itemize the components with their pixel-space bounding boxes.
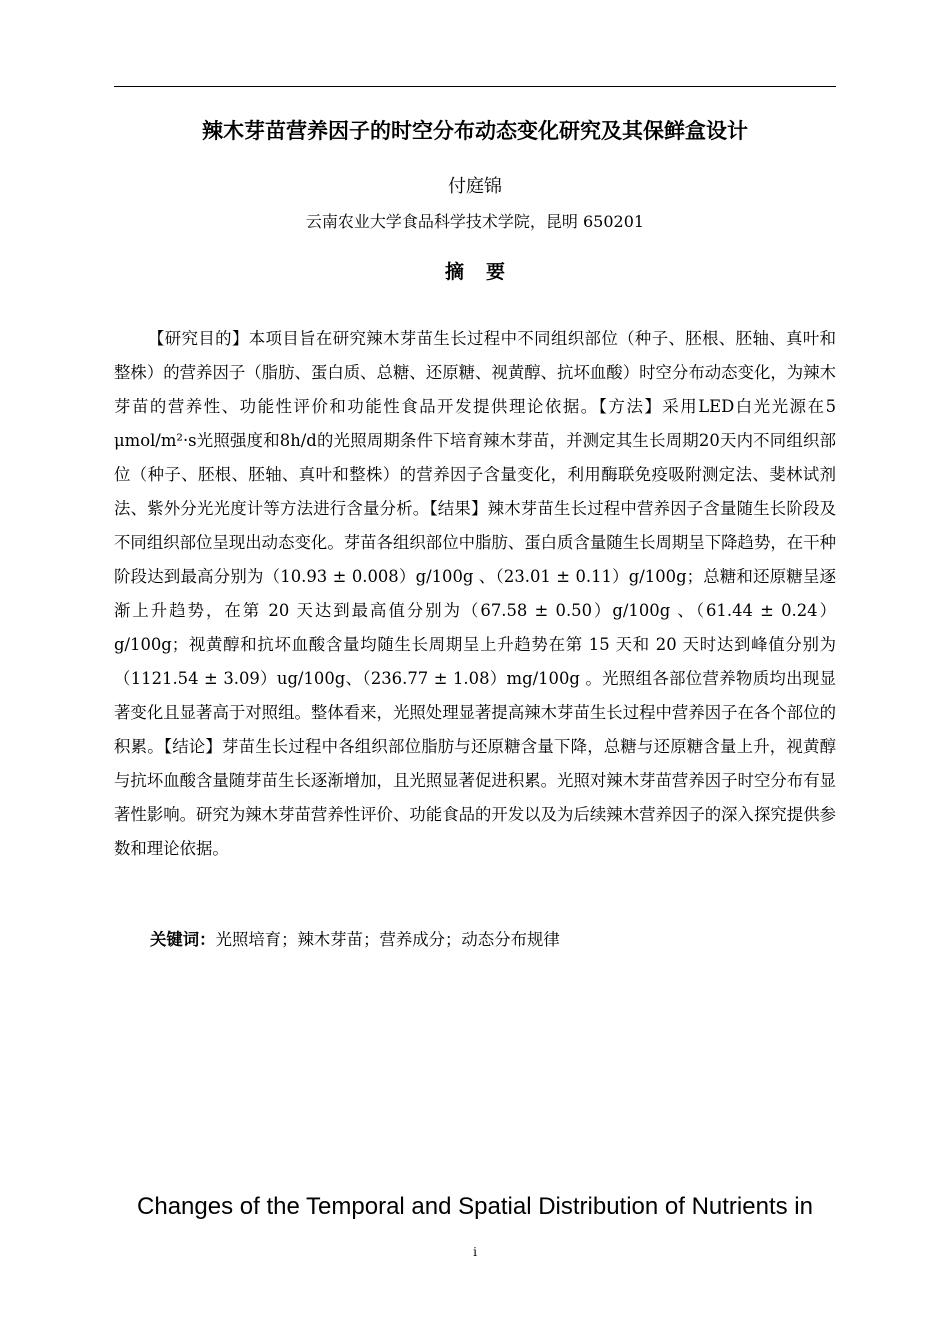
page-number: i [473,1245,477,1259]
keywords-label: 关键词： [150,930,216,949]
author-affiliation: 云南农业大学食品科学技术学院，昆明 650201 [305,212,645,231]
author-name: 付庭锦 [448,176,502,197]
english-title: Changes of the Temporal and Spatial Distribution of Nutrients in [137,1193,813,1220]
keywords-line [150,926,560,954]
abstract-heading: 摘要 [444,261,527,283]
keywords-list: 光照培育；辣木芽苗；营养成分；动态分布规律 [215,930,560,949]
paper-title: 辣木芽苗营养因子的时空分布动态变化研究及其保鲜盒设计 [202,119,748,143]
abstract-body: 【研究目的】本项目旨在研究辣木芽苗生长过程中不同组织部位（种子、胚根、胚轴、真叶和整株）的营养因子（脂肪、蛋白质、总糖、还原糖、视黄醇、抗坏血酸）时空分布动态变化，为辣木芽苗的营养性、功能性评价和功能性食品开发提供理论依据。【方法】采用LED白光光源在5 μmol/m²·s光照强度和8h/d的光照周期条件下培育辣木芽苗，并测定其生长周期20天内不同组织部位（种子、胚根、胚轴、真叶和整株）的营养因子含量变化，利用酶联免疫吸附测定法、斐林试剂法、紫外分光光度计等方法进行含量分析。【结果】辣木芽苗生长过程中营养因子含量随生长阶段及不同组织部位呈现出动态变化。芽苗各组织部位中脂肪、蛋白质含量随生长周期呈下降趋势，在干种阶段达到最高分别为（10.93 ± 0.008）g/100g 、（23.01 ± 0.11）g/100g；总糖和还原糖呈逐渐上升趋势，在第 20 天达到最高值分别为（67.58 ± 0.50）g/100g 、（61.44 ± 0.24）g/100g；视黄醇和抗坏血酸含量均随生长周期呈上升趋势在第 15 天和 20 天时达到峰值分别为 （1121.54 ± 3.09）ug/100g、（236.77 ± 1.08）mg/100g 。光照组各部位营养物质均出现显著变化且显著高于对照组。整体看来，光照处理显著提高辣木芽苗生长过程中营养因子在各个部位的积累。【结论】芽苗生长过程中各组织部位脂肪与还原糖含量下降，总糖与还原糖含量上升，视黄醇与抗坏血酸含量随芽苗生长逐渐增加，且光照显著促进积累。光照对辣木芽苗营养因子时空分布有显著性影响。研究为辣木芽苗营养性评价、功能食品的开发以及为后续辣木营养因子的深入探究提供参数和理论依据。 [114,329,836,858]
header-rule [114,86,836,87]
